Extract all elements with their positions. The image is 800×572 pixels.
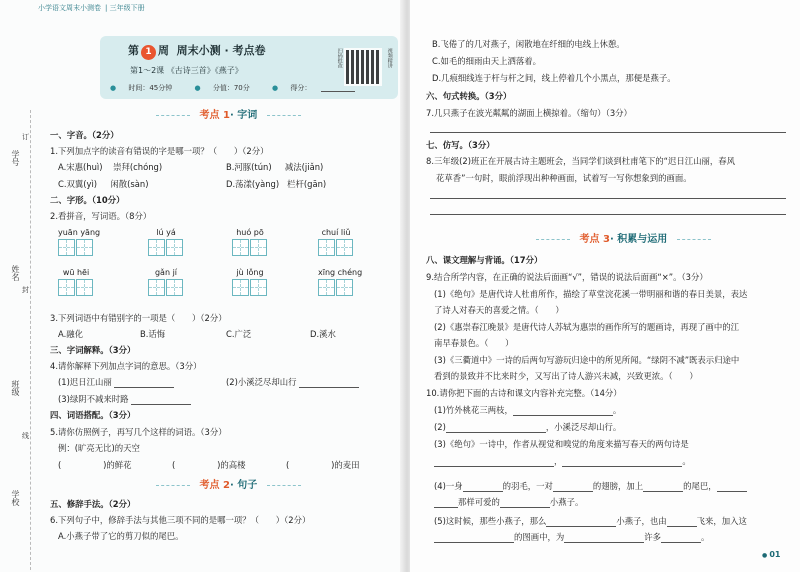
mark-ding: 订 [22,133,29,141]
question-8-line2: 花草香”一句时，眼前浮现出种种画面，试着写一写你想象到的画面。 [436,173,692,183]
question-6: 6.下列句子中，修辞手法与其他三项不同的是哪一项？（ ）（2分） [50,515,311,525]
total-score: ● 分值：70分 [194,83,250,92]
part-3-title: 三、字词解释。（3分） [50,345,136,355]
part-5-title: 五、修辞手法。（2分） [50,499,136,509]
answer-line[interactable] [434,534,514,543]
option-1a[interactable]: A.宋惠(huì) 崇拜(chóng) [58,162,163,172]
quiz-meta [110,83,375,92]
item-9-2a: (2)《惠崇春江晚景》是唐代诗人苏轼为惠崇的画作所写的题画诗，再现了画中的江 [434,322,739,332]
answer-line[interactable] [500,499,550,508]
answer-line[interactable] [513,407,613,416]
item-4-2: (2)小溪泛尽却山行 [226,378,359,388]
answer-line[interactable] [434,458,554,467]
option-1c[interactable]: C.双翼(yì) 闲散(sàn) [58,179,149,189]
page-header: 小学语文周末小测卷 | 三年级下册 [38,4,145,12]
option-1d[interactable]: D.荡漾(yàng) 栏杆(gān) [226,179,327,189]
answer-line[interactable] [299,379,359,388]
pinyin-box-3[interactable]: huó pō [232,228,268,256]
item-4-3: (3)绿阴不减来时路 [58,395,191,405]
section-2-heading: 考点 2· 句子 [150,480,307,492]
section-3-heading: 考点 3· 积累与运用 [530,234,717,246]
binding-line [30,110,31,570]
question-8-line1: 8.三年级(2)班正在开展古诗主题班会，当同学们谈到杜甫笔下的“迟日江山丽，春风 [426,156,735,166]
part-4-title: 四、词语搭配。（3分） [50,410,136,420]
grade-label: 三年级下册 [109,4,145,12]
time-limit: ● 时间：45分钟 [110,83,173,92]
question-1: 1.下列加点字的读音有错误的字是哪一项？（ ）（2分） [50,146,269,156]
question-5: 5.请你仿照例子，再写几个这样的词语。（3分） [50,427,227,437]
pinyin-box-7[interactable]: jù lǒng [232,268,268,296]
answer-line[interactable] [546,518,616,527]
pinyin-box-2[interactable]: lú yá [148,228,184,256]
question-2: 2.看拼音，写词语。（8分） [50,211,152,221]
part-7-title: 七、仿写。（3分） [426,140,495,150]
answer-line[interactable] [643,483,683,492]
quiz-banner [100,36,398,99]
binding-margin [0,0,36,572]
pinyin-box-5[interactable]: wū hēi [58,268,94,296]
book-title: 小学语文周末小测卷 [38,4,101,12]
answer-line-7[interactable] [430,124,786,133]
lesson-range: 第1～2课 《古诗三首》《燕子》 [130,66,243,75]
answer-line[interactable] [114,379,174,388]
score-field: ● 得分： [272,84,365,92]
blank-5-1[interactable]: ( )的鲜花 [58,460,132,470]
part-8-title: 八、课文理解与背诵。（17分） [426,255,543,265]
option-3c[interactable]: C.广泛 [226,329,252,339]
option-3b[interactable]: B.话悔 [140,329,166,339]
item-10-3: (3)《绝句》一诗中，作者从视觉和嗅觉的角度来描写春天的两句诗是 [434,439,689,449]
item-9-2b[interactable]: 南早春景色。（ ） [434,338,514,348]
section-1-heading: 考点 1· 字词 [150,110,307,122]
pinyin-box-8[interactable]: xīng chéng [318,268,362,296]
week-title: 第 1 周 周末小测 · 考点卷 [128,45,266,60]
school-label: 学校 [11,490,20,506]
pinyin-box-4[interactable]: chuí liǔ [318,228,354,256]
item-10-4b: 那样可爱的 小燕子。 [434,498,583,508]
answer-line[interactable] [434,499,458,508]
option-6c[interactable]: C.如毛的细雨由天上洒落着。 [432,56,542,66]
qr-code[interactable] [344,48,382,86]
scan-grade-label: 扫码批改 [336,48,343,68]
part-1-title: 一、字音。（2分） [50,130,119,140]
part-6-title: 六、句式转换。（3分） [426,91,512,101]
item-10-5: (5)这时候，那些小燕子，那么 小燕子，也由 飞来，加入这 [434,516,747,526]
question-4: 4.请你解释下列加点字词的意思。（3分） [50,361,202,371]
item-9-1b[interactable]: 了诗人对春天的喜爱之情。（ ） [434,305,564,315]
option-6b[interactable]: B.飞倦了的几对燕子，闲散地在纤细的电线上休憩。 [432,39,625,49]
question-3: 3.下列词语中有错别字的一项是（ ）（2分） [50,313,227,323]
item-10-4: (4)一身 的羽毛，一对 的翅膀，加上 的尾巴， [434,482,747,492]
question-7: 7.几只燕子在波光粼粼的湖面上横掠着。（缩句）（3分） [426,108,632,118]
page-number: ● 01 [762,550,780,560]
answer-line[interactable] [562,458,682,467]
option-6a[interactable]: A.小燕子带了它的剪刀似的尾巴。 [58,531,184,541]
question-10: 10.请你把下面的古诗和课文内容补充完整。（14分） [426,388,622,398]
week-number: 1 [141,45,156,60]
answer-line[interactable] [667,518,697,527]
name-label: 姓名 [11,265,20,281]
pinyin-box-6[interactable]: gǎn jí [148,268,184,296]
blank-5-2[interactable]: ( )的高楼 [172,460,246,470]
answer-line[interactable] [717,483,747,492]
pinyin-box-1[interactable]: yuān yāng [58,228,100,256]
item-10-1: (1)竹外桃花三两枝， 。 [434,405,622,415]
answer-line-8a[interactable] [430,190,786,199]
item-4-1: (1)迟日江山丽 [58,378,174,388]
right-page [410,0,800,572]
option-6d[interactable]: D.几痕细线连于杆与杆之间，线上停着几个小黑点，那便是燕子。 [432,73,676,83]
example: 例：(旷亮无比)的天空 [58,443,140,453]
option-1b[interactable]: B.河豚(tún) 减法(jiǎn) [226,162,324,172]
video-label: 视频精讲 [386,48,393,68]
answer-line[interactable] [564,534,644,543]
option-3d[interactable]: D.溪水 [310,329,336,339]
answer-line[interactable] [463,483,503,492]
item-9-1a: (1)《绝句》是唐代诗人杜甫所作，描绘了草堂浣花溪一带明丽和谐的春日美景，表达 [434,289,748,299]
mark-feng: 封 [22,286,29,294]
student-no-label: 学号 [11,150,20,166]
part-2-title: 二、字形。（10分） [50,195,125,205]
blank-5-3[interactable]: ( )的麦田 [286,460,360,470]
item-10-5b: 的图画中，为 许多 。 [434,533,709,543]
answer-line[interactable] [446,424,546,433]
answer-line[interactable] [661,534,701,543]
question-9: 9.结合所学内容，在正确的说法后面画“√”，错误的说法后面画“×”。（3分） [426,272,708,282]
item-10-3-answer: ， 。 [434,457,691,467]
item-10-2: (2) ，小溪泛尽却山行。 [434,422,622,432]
item-9-3b[interactable]: 看到的景致并不比来时少，又写出了诗人游兴未减，兴致更浓。（ ） [434,371,698,381]
class-label: 班级 [11,380,20,396]
answer-line[interactable] [553,483,593,492]
option-3a[interactable]: A.融化 [58,329,83,339]
mark-xian: 线 [22,432,29,440]
answer-line[interactable] [131,396,191,405]
item-9-3a: (3)《三衢道中》一诗的后两句写游玩归途中的所见所闻。“绿阴不减”既表示归途中 [434,355,740,365]
answer-line-8b[interactable] [430,206,786,215]
